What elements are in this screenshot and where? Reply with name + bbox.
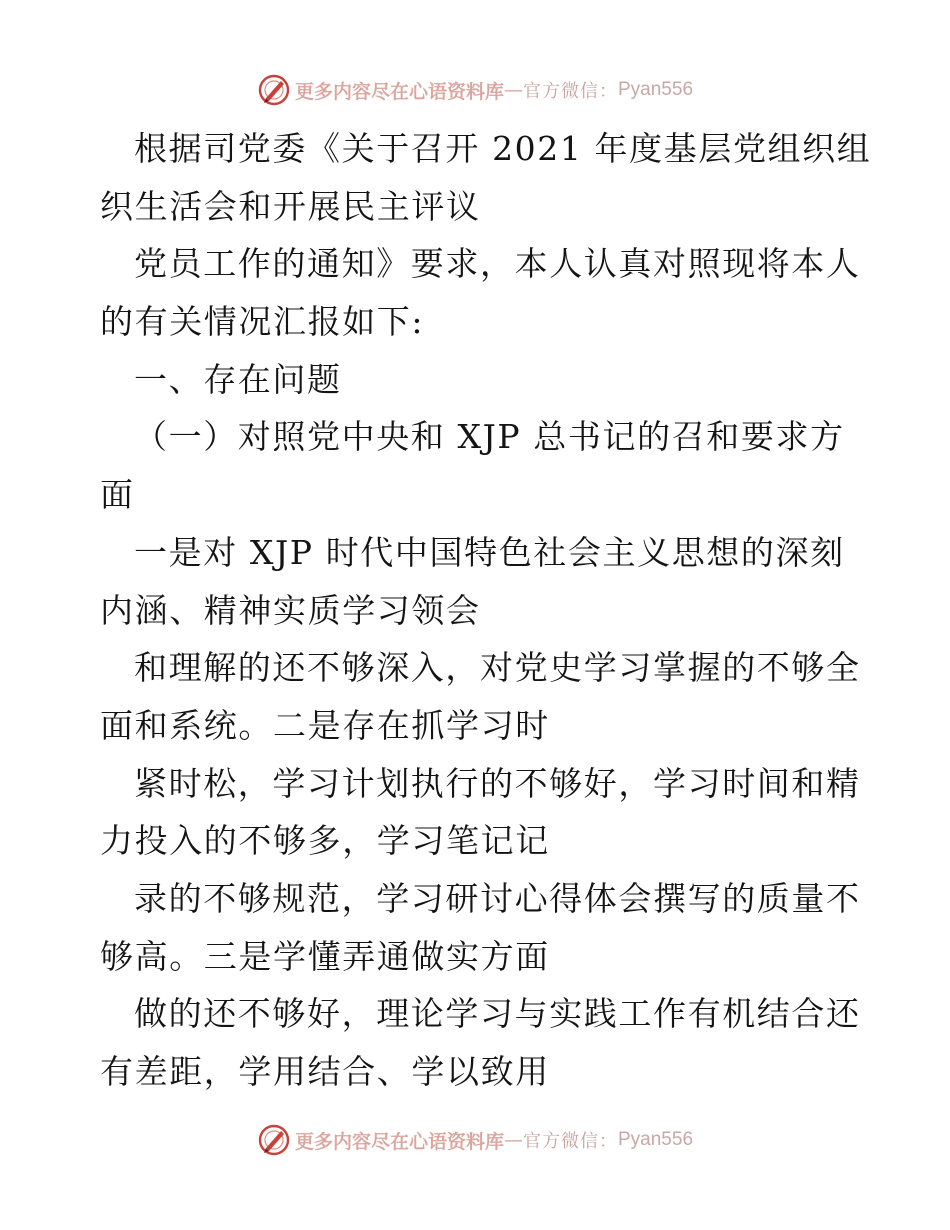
banner-dash: —: [504, 1129, 523, 1151]
text-line: 做的还不够好，理论学习与实践工作有机结合还: [134, 994, 861, 1034]
text-line: 一是对 XJP 时代中国特色社会主义思想的深刻: [134, 532, 845, 572]
text-line: 面和系统。二是存在抓学习时: [100, 705, 550, 745]
header-watermark-banner: [0, 72, 950, 108]
section-heading: 一、存在问题: [134, 359, 342, 399]
banner-wechat-id: Pyan556: [618, 1129, 694, 1150]
text-line: 根据司党委《关于召开 2021 年度基层党组织组: [134, 129, 872, 168]
text-line: 紧时松，学习计划执行的不够好，学习时间和精: [134, 763, 861, 803]
text-line: 录的不够规范，学习研讨心得体会撰写的质量不: [134, 878, 861, 918]
text-line: 党员工作的通知》要求，本人认真对照现将本人: [134, 244, 861, 284]
text-line: 力投入的不够多，学习笔记记: [100, 821, 550, 861]
footer-watermark-banner: [0, 1122, 950, 1158]
banner-dash: —: [504, 79, 523, 101]
banner-main-text: 更多内容尽在心语资料库: [294, 1130, 504, 1153]
pen-logo-icon: [257, 1123, 291, 1157]
pen-logo-icon: [257, 73, 291, 107]
text-line: 织生活会和开展民主评议: [100, 186, 481, 226]
banner-wechat-id: Pyan556: [618, 79, 694, 100]
text-line: 的有关情况汇报如下:: [100, 302, 425, 342]
text-line: 内涵、精神实质学习领会: [100, 590, 481, 630]
banner-main-text: 更多内容尽在心语资料库: [294, 80, 504, 103]
text-line: 够高。三是学懂弄通做实方面: [100, 936, 550, 976]
text-line: 有差距，学用结合、学以致用: [100, 1052, 550, 1091]
banner-wechat-label: 官方微信：: [523, 81, 618, 102]
text-line: 面: [100, 475, 135, 515]
document-body: [100, 120, 872, 1101]
banner-wechat-label: 官方微信：: [523, 1131, 618, 1152]
subsection-heading: （一）对照党中央和 XJP 总书记的召和要求方: [134, 417, 845, 457]
text-line: 和理解的还不够深入，对党史学习掌握的不够全: [134, 648, 861, 688]
